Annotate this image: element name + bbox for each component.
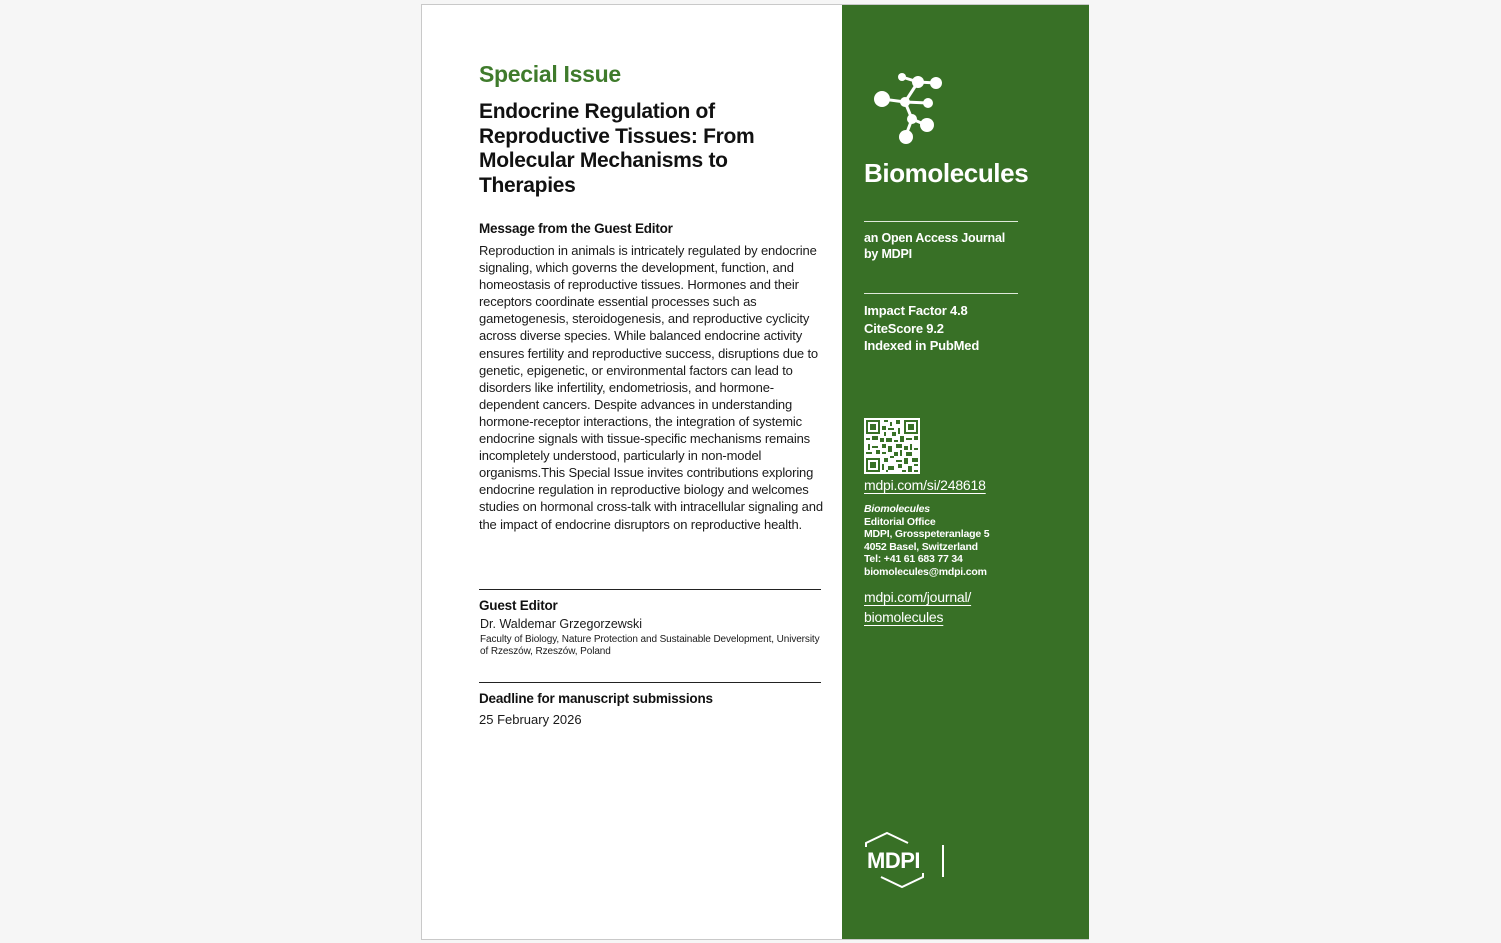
- office-line: 4052 Basel, Switzerland: [864, 540, 978, 553]
- guest-editor-affiliation: Faculty of Biology, Nature Protection and Sustainable Development, University of Rzeszów, Rzeszów, Poland: [480, 634, 820, 657]
- guest-editor-heading: Guest Editor: [479, 598, 558, 613]
- open-access-line-1: an Open Access Journal: [864, 231, 1006, 245]
- deadline-heading: Deadline for manuscript submissions: [479, 691, 713, 706]
- citescore: CiteScore 9.2: [864, 320, 944, 336]
- special-issue-title: Endocrine Regulation of Reproductive Tissues: From Molecular Mechanisms to Therapies: [479, 100, 755, 197]
- journal-link-line-1[interactable]: mdpi.com/journal/: [864, 589, 972, 605]
- special-issue-label: Special Issue: [479, 61, 621, 87]
- journal-name: Biomolecules: [864, 158, 1029, 188]
- deadline-date: 25 February 2026: [479, 712, 582, 727]
- journal-link-line-2[interactable]: biomolecules: [864, 609, 944, 625]
- open-access-line-2: by MDPI: [864, 247, 912, 261]
- special-issue-link[interactable]: mdpi.com/si/248618: [864, 477, 986, 493]
- journal-metrics: [864, 302, 979, 355]
- office-journal-name: Biomolecules: [864, 503, 930, 515]
- divider-deadline: [479, 682, 821, 683]
- journal-link[interactable]: [864, 587, 971, 627]
- indexed-in: Indexed in PubMed: [864, 338, 980, 353]
- mdpi-logo-icon: [863, 831, 947, 889]
- office-email[interactable]: biomolecules@mdpi.com: [864, 565, 987, 578]
- mdpi-logo-text: MDPI: [867, 848, 920, 873]
- message-heading: Message from the Guest Editor: [479, 221, 673, 236]
- qr-code-icon: [864, 418, 920, 474]
- sidebar-divider-2: [864, 293, 1018, 294]
- office-phone: Tel: +41 61 683 77 34: [864, 553, 963, 566]
- office-line: MDPI, Grosspeteranlage 5: [864, 528, 990, 541]
- open-access-statement: [864, 230, 1034, 262]
- divider-guest-editor: [479, 589, 821, 590]
- office-line: Editorial Office: [864, 515, 936, 528]
- editorial-office: [864, 503, 989, 579]
- molecule-logo-icon: [870, 67, 950, 147]
- journal-sidebar: [842, 5, 1089, 939]
- impact-factor: Impact Factor 4.8: [864, 303, 968, 318]
- sidebar-divider-1: [864, 221, 1018, 222]
- guest-editor-name: Dr. Waldemar Grzegorzewski: [480, 617, 643, 631]
- message-body: Reproduction in animals is intricately regulated by endocrine signaling, which governs the development, function, and homeostasis of reproductive tissues. Hormones and their receptors coordinate essential processes such as gametogenesis, steroidogenesis, and reproductive cyclicity across diverse species. While balanced endocrine activity ensures fertility and reproductive success, disruptions due to genetic, epigenetic, or environmental factors can lead to disorders like infertility, endometriosis, and hormone-dependent cancers. Despite advances in understanding hormone-receptor interactions, the integration of systemic endocrine signals with tissue-specific mechanisms remains incompletely understood, particularly in non-model organisms.This Special Issue invites contributions exploring endocrine regulation in reproductive biology and welcomes studies on hormonal cross-talk with intracellular signaling and the impact of endocrine disruptors on reproductive health.: [479, 243, 823, 532]
- left-column: [422, 5, 842, 939]
- flyer-page: [421, 4, 1089, 940]
